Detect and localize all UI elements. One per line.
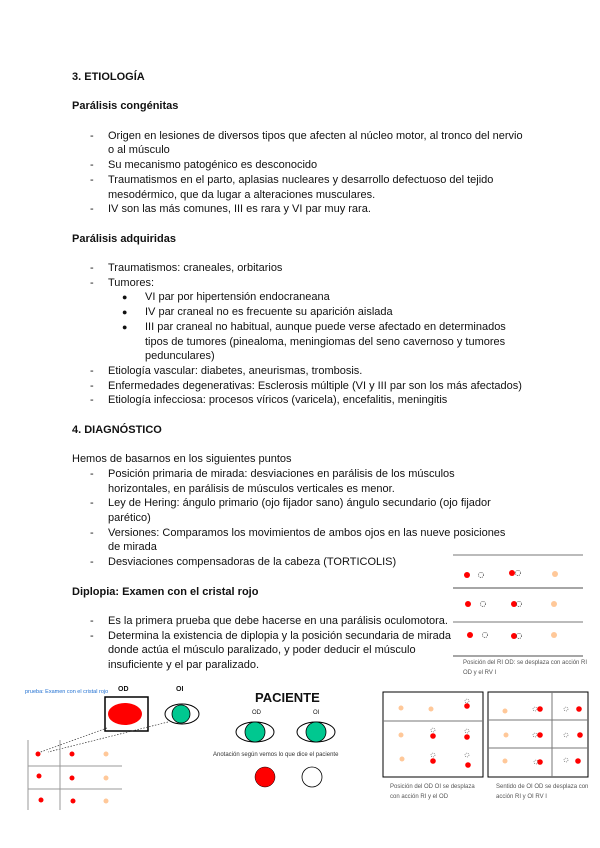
list-item: - Ley de Hering: ángulo primario (ojo fijador sano) ángulo secundario (ojo fijador parético) xyxy=(72,496,508,525)
list-item: - Etiología infecciosa: procesos víricos (varicela), encefalitis, meningitis xyxy=(72,393,530,408)
figure-caption: Posición del RI OD: se desplaza con acción RI OD y el RV I xyxy=(463,660,588,676)
sub-list-item: ● IV par craneal no es frecuente su aparición aislada xyxy=(72,305,525,320)
list-item: - Posición primaria de mirada: desviaciones en parálisis de los músculos horizontales, en parálisis de músculos verticales es menor. xyxy=(72,467,508,496)
subsection-title: Parálisis adquiridas xyxy=(72,232,176,245)
subsection-title: Parálisis congénitas xyxy=(72,100,179,113)
figure-title: prueba: Examen con el cristal rojo xyxy=(25,689,109,695)
list-item: - IV son las más comunes, III es rara y VI par muy rara. xyxy=(72,202,530,217)
red-glass-figure xyxy=(20,690,200,810)
list-item: - Su mecanismo patogénico es desconocido xyxy=(72,158,530,173)
paciente-caption: Anotación según vemos lo que dice el paciente xyxy=(213,752,339,758)
list-item: - Es la primera prueba que debe hacerse en una parálisis oculomotora. xyxy=(72,614,458,629)
list-item: - Traumatismos en el parto, aplasias nucleares y desarrollo defectuoso del tejido mesodérmico, que da lugar a alteraciones musculares. xyxy=(72,173,530,202)
section-title: 4. DIAGNÓSTICO xyxy=(72,423,162,436)
oi-label: OI xyxy=(313,710,320,716)
subsection-title: Diplopia: Examen con el cristal rojo xyxy=(72,585,259,598)
diplopia-grid-figure xyxy=(450,550,590,660)
oi-label: OI xyxy=(176,686,184,693)
list-item: - Versiones: Comparamos los movimientos de ambos ojos en las nueve posiciones de mirada xyxy=(72,526,508,555)
paciente-title: PACIENTE xyxy=(255,690,320,705)
od-label: OD xyxy=(118,686,129,693)
list-item: - Enfermedades degenerativas: Esclerosis múltiple (VI y III par son los más afectados) xyxy=(72,379,530,394)
sub-list-item: ● III par craneal no habitual, aunque puede verse afectado en determinados tipos de tumores (pinealoma, meningiomas del seno cavernoso y tumores pedunculares) xyxy=(72,320,525,364)
paragraph: Hemos de basarnos en los siguientes puntos xyxy=(72,453,292,466)
list-item: - Etiología vascular: diabetes, aneurismas, trombosis. xyxy=(72,364,530,379)
list-item: - Determina la existencia de diplopia y la posición secundaria de mirada donde actúa el músculo paralizado, y poder deducir el músculo insuficiente y el par paralizado. xyxy=(72,629,458,673)
grid1-caption: Posición del OD OI se desplaza con acción RI y el OD xyxy=(390,784,475,800)
od-label: OD xyxy=(252,710,261,716)
section-title: 3. ETIOLOGÍA xyxy=(72,71,145,83)
versions-grids-figure xyxy=(380,690,592,790)
list-item: - Origen en lesiones de diversos tipos que afecten al núcleo motor, al tronco del nervio o al músculo xyxy=(72,129,530,158)
grid2-caption: Sentido de OI OD se desplaza con acción RI y OI RV I xyxy=(496,784,589,800)
sub-list-item: ● VI par por hipertensión endocraneana xyxy=(72,290,525,305)
list-item: - Desviaciones compensadoras de la cabeza (TORTICOLIS) xyxy=(72,555,508,570)
list-item: - Tumores: xyxy=(72,276,530,291)
list-item: - Traumatismos: craneales, orbitarios xyxy=(72,261,530,276)
